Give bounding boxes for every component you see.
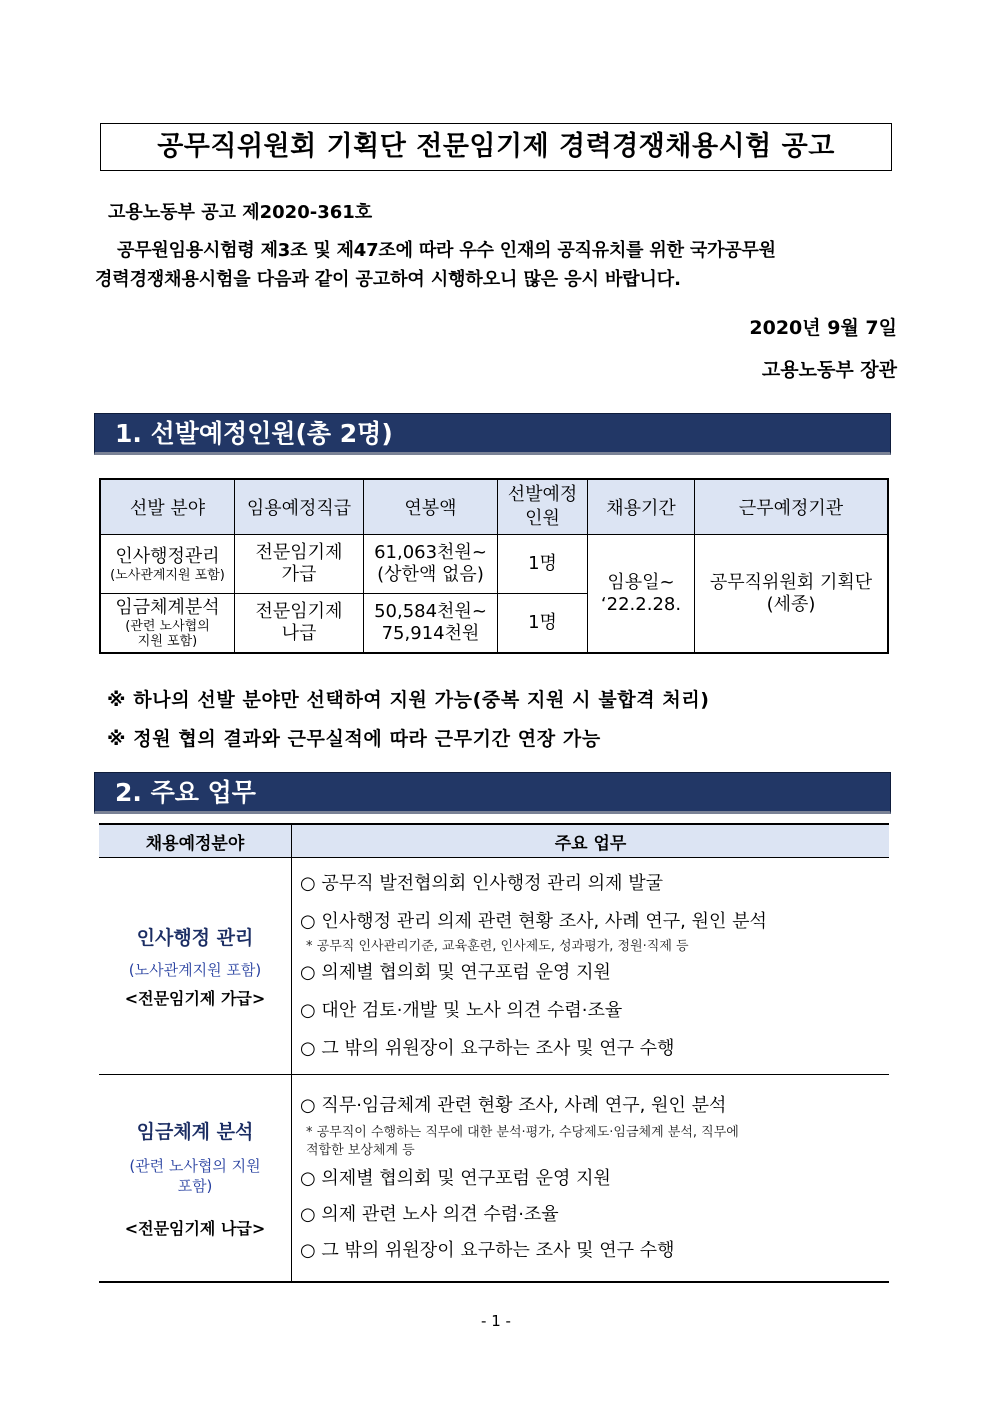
duty-item: ○ 의제별 협의회 및 연구포럼 운영 지원 (300, 961, 611, 983)
header-period: 채용기간 (588, 479, 695, 535)
salary-cell: 61,063천원~ (상한액 없음) (364, 535, 498, 594)
intro-paragraph (95, 236, 898, 294)
duty-item: ○ 공무직 발전협의회 인사행정 관리 의제 발굴 (300, 872, 664, 894)
announcement-date: 2020년 9월 7일 (749, 317, 897, 339)
section-1-heading: 1. 선발예정인원(총 2명) (94, 413, 891, 455)
field-cell (100, 535, 235, 594)
duty-item: ○ 인사행정 관리 의제 관련 현황 조사, 사례 연구, 원인 분석 (300, 910, 767, 932)
period-cell: 임용일~ ‘22.2.28. (588, 535, 695, 654)
page-number: - 1 - (481, 1312, 511, 1330)
duties-cell (292, 858, 890, 1075)
field-cell (99, 1075, 292, 1283)
field-sub: (노사관계지원 포함) (128, 961, 262, 979)
field-sub: (관련 노사협의 지원 포함) (129, 1157, 261, 1195)
grade-cell: 전문임기제 가급 (235, 535, 364, 594)
duties-table (99, 823, 889, 1283)
recruitment-table (99, 478, 889, 654)
duty-item: ○ 그 밖의 위원장이 요구하는 조사 및 연구 수행 (300, 1239, 675, 1261)
duty-note: * 공무직이 수행하는 직무에 대한 분석·평가, 수당제도·임금체계 분석, 직무에 적합한 보상체계 등 (306, 1124, 739, 1158)
header-field: 채용예정분야 (99, 824, 292, 858)
table-row (100, 535, 888, 594)
field-sub: (관련 노사협의 지원 포함) (125, 619, 210, 649)
salary-cell: 50,584천원~ 75,914천원 (364, 594, 498, 654)
section-2-heading: 2. 주요 업무 (94, 772, 891, 814)
field-cell (100, 594, 235, 654)
field-name: 인사행정관리 (115, 545, 220, 567)
count-cell: 1명 (498, 535, 588, 594)
field-cell (99, 858, 292, 1075)
note-2: ※ 정원 협의 결과와 근무실적에 따라 근무기간 연장 가능 (107, 728, 601, 750)
intro-line-2: 경력경쟁채용시험을 다음과 같이 공고하여 시행하오니 많은 응시 바랍니다. (95, 269, 681, 290)
duty-item: ○ 그 밖의 위원장이 요구하는 조사 및 연구 수행 (300, 1037, 675, 1059)
table-row (99, 858, 889, 1075)
field-name: 인사행정 관리 (136, 927, 254, 949)
table-header-row (100, 479, 888, 535)
duties-cell (292, 1075, 890, 1283)
agency-cell: 공무직위원회 기획단 (세종) (695, 535, 889, 654)
duty-item: ○ 직무·임금체계 관련 현황 조사, 사례 연구, 원인 분석 (300, 1094, 727, 1116)
duty-item: ○ 의제별 협의회 및 연구포럼 운영 지원 (300, 1167, 611, 1189)
field-name: 임금체계분석 (115, 597, 220, 618)
field-grade: <전문임기제 나급> (124, 1219, 266, 1238)
header-salary: 연봉액 (364, 479, 498, 535)
page-title: 공무직위원회 기획단 전문임기제 경력경쟁채용시험 공고 (100, 123, 892, 171)
header-agency: 근무예정기관 (695, 479, 889, 535)
field-sub: (노사관계지원 포함) (110, 567, 225, 583)
signer: 고용노동부 장관 (761, 359, 897, 381)
duty-item: ○ 의제 관련 노사 의견 수렴·조율 (300, 1203, 559, 1225)
header-count: 선발예정 인원 (498, 479, 588, 535)
table-header-row (99, 824, 889, 858)
table-row (99, 1075, 889, 1283)
notice-number: 고용노동부 공고 제2020-361호 (108, 202, 373, 223)
count-cell: 1명 (498, 594, 588, 654)
note-1: ※ 하나의 선발 분야만 선택하여 지원 가능(중복 지원 시 불합격 처리) (107, 689, 710, 711)
field-grade: <전문임기제 가급> (124, 989, 266, 1008)
grade-cell: 전문임기제 나급 (235, 594, 364, 654)
field-name: 임금체계 분석 (136, 1121, 254, 1143)
header-grade: 임용예정직급 (235, 479, 364, 535)
header-duties: 주요 업무 (292, 824, 890, 858)
duty-note: * 공무직 인사관리기준, 교육훈련, 인사제도, 성과평가, 정원·직제 등 (306, 938, 689, 954)
intro-line-1: 공무원임용시험령 제3조 및 제47조에 따라 우수 인재의 공직유치를 위한 국가공무원 (117, 240, 776, 261)
duty-item: ○ 대안 검토·개발 및 노사 의견 수렴·조율 (300, 999, 623, 1021)
header-field: 선발 분야 (100, 479, 235, 535)
